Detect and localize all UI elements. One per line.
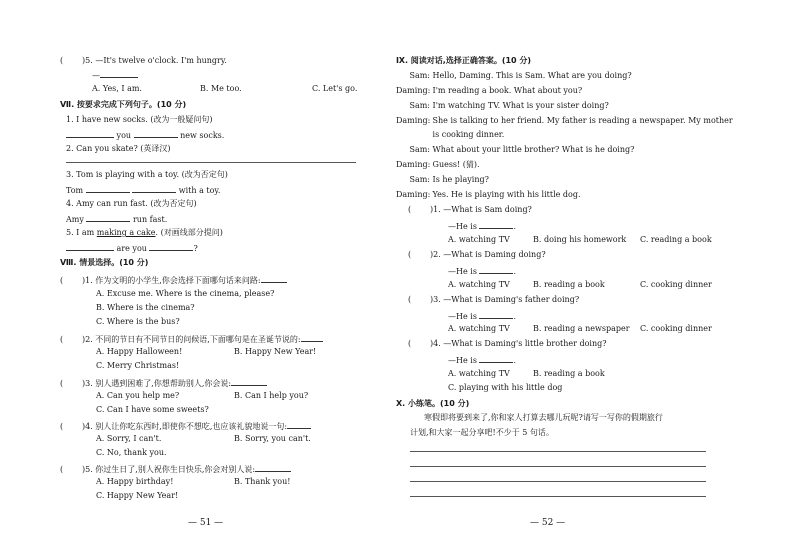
dialogue-line: Sam: Hello, Daming. This is Sam. What are you doing? [409,71,632,80]
s9-q4-answer: —He is . [448,356,517,365]
s8-q4-option-a[interactable]: A. Sorry, I can't. [96,434,162,443]
writing-prompt-line2: 计划,和大家一起分享吧!不少于 5 句话。 [410,428,554,437]
writing-line[interactable] [410,481,706,482]
dialogue-line: Sam: Is he playing? [409,175,489,184]
section9-title: Ⅸ. 阅读对话,选择正确答案。(10 分) [396,56,532,65]
s8-q3: ( )3. 别人遇到困难了,你想帮助别人,你会说: [60,377,267,389]
prev-q5-option-a[interactable]: A. Yes, I am. [92,84,142,93]
answer-blank[interactable] [301,333,323,342]
s9-q2-answer: —He is . [448,267,517,276]
writing-prompt-line1: 寒假即将要到来了,你和家人打算去哪儿玩呢?请写一写你的假期旅行 [424,413,663,422]
writing-line[interactable] [410,496,706,497]
answer-blank[interactable] [66,242,114,251]
s7-q3: 3. Tom is playing with a toy. (改为否定句) [66,170,228,179]
s8-q1: ( )1. 作为文明的小学生,你会选择下面哪句话来问路: [60,274,287,286]
answer-blank[interactable] [86,213,130,222]
dialogue-line: Daming: I'm reading a book. What about you? [396,86,583,95]
dialogue-line: Sam: What about your little brother? What is he doing? [409,145,635,154]
s9-q2-option-b[interactable]: B. reading a book [533,280,605,289]
answer-blank[interactable] [132,184,176,193]
dialogue-line: Daming: Yes. He is playing with his little dog. [396,190,581,199]
s9-q1-answer: —He is . [448,222,517,231]
s9-q1-option-b[interactable]: B. doing his homework [533,235,627,244]
s8-q2: ( )2. 不同的节日有不同节日的问候语,下面哪句是在圣诞节说的: [60,333,323,345]
s8-q2-option-c[interactable]: C. Merry Christmas! [96,361,180,370]
answer-blank[interactable] [134,129,178,138]
prev-q5: ( )5. —It's twelve o'clock. I'm hungry. [60,56,227,65]
s8-q1-option-a[interactable]: A. Excuse me. Where is the cinema, please? [96,289,275,298]
answer-blank[interactable] [255,463,291,472]
dialogue-line: Daming: Guess! (猜). [396,160,480,169]
s9-q4-option-b[interactable]: B. reading a book [533,369,605,378]
answer-blank[interactable] [287,420,311,429]
answer-blank[interactable] [479,220,513,229]
s9-q2-option-c[interactable]: C. cooking dinner [640,280,712,289]
s7-q5: 5. I am making a cake. (对画线部分提问) [66,228,223,237]
s8-q5-option-c[interactable]: C. Happy New Year! [96,491,179,500]
s7-q2: 2. Can you skate? (英译汉) [66,144,171,153]
s8-q1-option-c[interactable]: C. Where is the bus? [96,317,180,326]
dialogue-line: Sam: I'm watching TV. What is your sister doing? [409,101,609,110]
s8-q1-option-b[interactable]: B. Where is the cinema? [96,303,195,312]
s9-q1-option-c[interactable]: C. reading a book [640,235,712,244]
answer-blank[interactable] [86,184,130,193]
s9-q3: ( )3. —What is Daming's father doing? [408,295,580,304]
s8-q4-option-c[interactable]: C. No, thank you. [96,448,167,457]
s7-q3-answer: Tom with a toy. [66,186,221,195]
s9-q3-option-c[interactable]: C. cooking dinner [640,324,712,333]
s7-q2-answer-line[interactable] [66,162,356,163]
answer-blank[interactable] [149,242,193,251]
prev-q5-option-b[interactable]: B. Me too. [200,84,242,93]
prev-q5-answer: — [92,69,138,81]
page-number-left: — 51 — [188,518,224,528]
dialogue-line: is cooking dinner. [432,130,505,139]
s9-q4-option-a[interactable]: A. watching TV [448,369,510,378]
s7-q4: 4. Amy can run fast. (改为否定句) [66,199,197,208]
s8-q3-option-a[interactable]: A. Can you help me? [96,391,180,400]
page-number-right: — 52 — [530,518,566,528]
s9-q4: ( )4. —What is Daming's little brother doing? [408,339,607,348]
s7-q1: 1. I have new socks. (改为一般疑问句) [66,115,213,124]
s9-q1: ( )1. —What is Sam doing? [408,205,532,214]
s8-q5-option-b[interactable]: B. Thank you! [234,477,291,486]
answer-blank[interactable] [261,274,287,283]
s8-q5: ( )5. 你过生日了,别人祝你生日快乐,你会对别人说: [60,463,291,475]
s9-q3-option-b[interactable]: B. reading a newspaper [533,324,630,333]
section7-title: Ⅶ. 按要求完成下列句子。(10 分) [60,100,187,109]
answer-blank[interactable] [479,354,513,363]
s8-q4: ( )4. 别人让你吃东西时,即使你不想吃,也应该礼貌地说一句: [60,420,311,432]
answer-blank[interactable] [66,129,114,138]
s7-q5-answer: are you ? [66,242,198,254]
s9-q4-option-c[interactable]: C. playing with his little dog [448,383,563,392]
s8-q2-option-b[interactable]: B. Happy New Year! [234,347,317,356]
s7-q1-answer: you new socks. [66,129,224,141]
s8-q3-option-b[interactable]: B. Can I help you? [234,391,309,400]
answer-blank[interactable] [231,377,267,386]
prev-q5-option-c[interactable]: C. Let's go. [312,84,358,93]
s8-q4-option-b[interactable]: B. Sorry, you can't. [234,434,311,443]
s8-q3-option-c[interactable]: C. Can I have some sweets? [96,405,209,414]
s9-q3-option-a[interactable]: A. watching TV [448,324,510,333]
writing-line[interactable] [410,466,706,467]
dialogue-line: Daming: She is talking to her friend. My father is reading a newspaper. My mother [396,116,733,125]
answer-blank[interactable] [479,310,513,319]
s9-q2: ( )2. —What is Daming doing? [408,250,546,259]
s9-q1-option-a[interactable]: A. watching TV [448,235,510,244]
section8-title: Ⅷ. 情景选择。(10 分) [60,258,149,267]
answer-blank[interactable] [479,265,513,274]
s8-q5-option-a[interactable]: A. Happy birthday! [96,477,174,486]
s7-q4-answer: Amy run fast. [66,215,168,224]
answer-blank[interactable] [100,69,138,78]
section10-title: Ⅹ. 小练笔。(10 分) [396,399,470,408]
s8-q2-option-a[interactable]: A. Happy Halloween! [96,347,183,356]
s9-q2-option-a[interactable]: A. watching TV [448,280,510,289]
writing-line[interactable] [410,451,706,452]
s9-q3-answer: —He is . [448,312,517,321]
